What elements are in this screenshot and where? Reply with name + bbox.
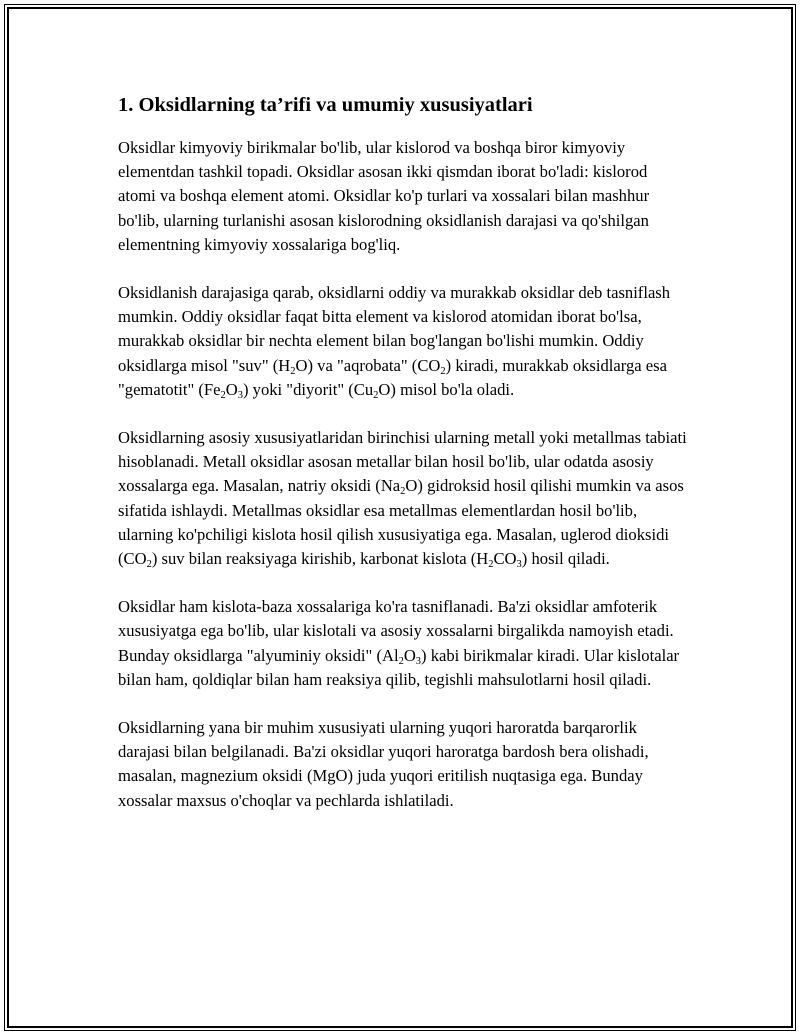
section-heading: 1. Oksidlarning ta’rifi va umumiy xususiyatlari bbox=[118, 94, 533, 116]
paragraph-definition: Oksidlar kimyoviy birikmalar bo'lib, ular kislorod va boshqa biror kimyoviy elementdan tashkil topadi. Oksidlar asosan ikki qismdan iborat bo'ladi: kislorod atomi va boshqa element atomi. Oksidlar ko'p turlari va xossalari bilan mashhur bo'lib, ularning turlanishi asosan kislorodning oksidlanish darajasi va qo'shilgan elementning kimyoviy xossalariga bog'liq. bbox=[118, 138, 650, 254]
paragraph-thermal-stability: Oksidlarning yana bir muhim xususiyati ularning yuqori haroratda barqarorlik darajasi bilan belgilanadi. Ba'zi oksidlar yuqori haroratga bardosh bera olishadi, masalan, magnezium oksidi (MgO) juda yuqori eritilish nuqtasiga ega. Bunday xossalar maxsus o'choqlar va pechlarda ishlatiladi. bbox=[118, 718, 649, 810]
paragraph-acid-base: Oksidlar ham kislota-baza xossalariga ko'ra tasniflanadi. Ba'zi oksidlar amfoterik xususiyatga ega bo'lib, ular kislotali va asosiy xossalarni birgalikda namoyish etadi. Bunday oksidlarga "alyuminiy oksidi" $(Al_2O_3)$ kabi birikmalar kiradi. Ular kislotalar bilan ham, qoldiqlar bilan ham reaksiya qilib, tegishli mahsulotlarni hosil qiladi. bbox=[118, 597, 680, 689]
document-body bbox=[118, 88, 688, 837]
paragraph-metal-nonmetal: Oksidlarning asosiy xususiyatlaridan birinchisi ularning metall yoki metallmas tabiati hisoblanadi. Metall oksidlar asosan metallar bilan hosil bo'lib, ular odatda asosiy xossalarga ega. Masalan, natriy oksidi $(Na_2O)$ gidroksid hosil qilishi mumkin va asos sifatida ishlaydi. Metallmas oksidlar esa metallmas elementlardan hosil bo'lib, ularning ko'pchiligi kislota hosil qilish xususiyatiga ega. Masalan, uglerod dioksidi $(CO_2)$ suv bilan reaksiyaga kirishib, karbonat kislota $(H_2CO_3)$ hosil qiladi. bbox=[118, 428, 687, 571]
paragraph-classification: Oksidlanish darajasiga qarab, oksidlarni oddiy va murakkab oksidlar deb tasniflash mumkin. Oddiy oksidlar faqat bitta element va kislorod atomidan iborat bo'lsa, murakkab oksidlar bir nechta element bilan bog'langan bo'lishi mumkin. Oddiy oksidlarga misol "suv" $(H_2O)$ va "aqrobata" $(CO_2)$ kiradi, murakkab oksidlarga esa "gematotit" $(Fe_2O_3)$ yoki "diyorit" $(Cu_2O)$ misol bo'la oladi. bbox=[118, 283, 671, 401]
